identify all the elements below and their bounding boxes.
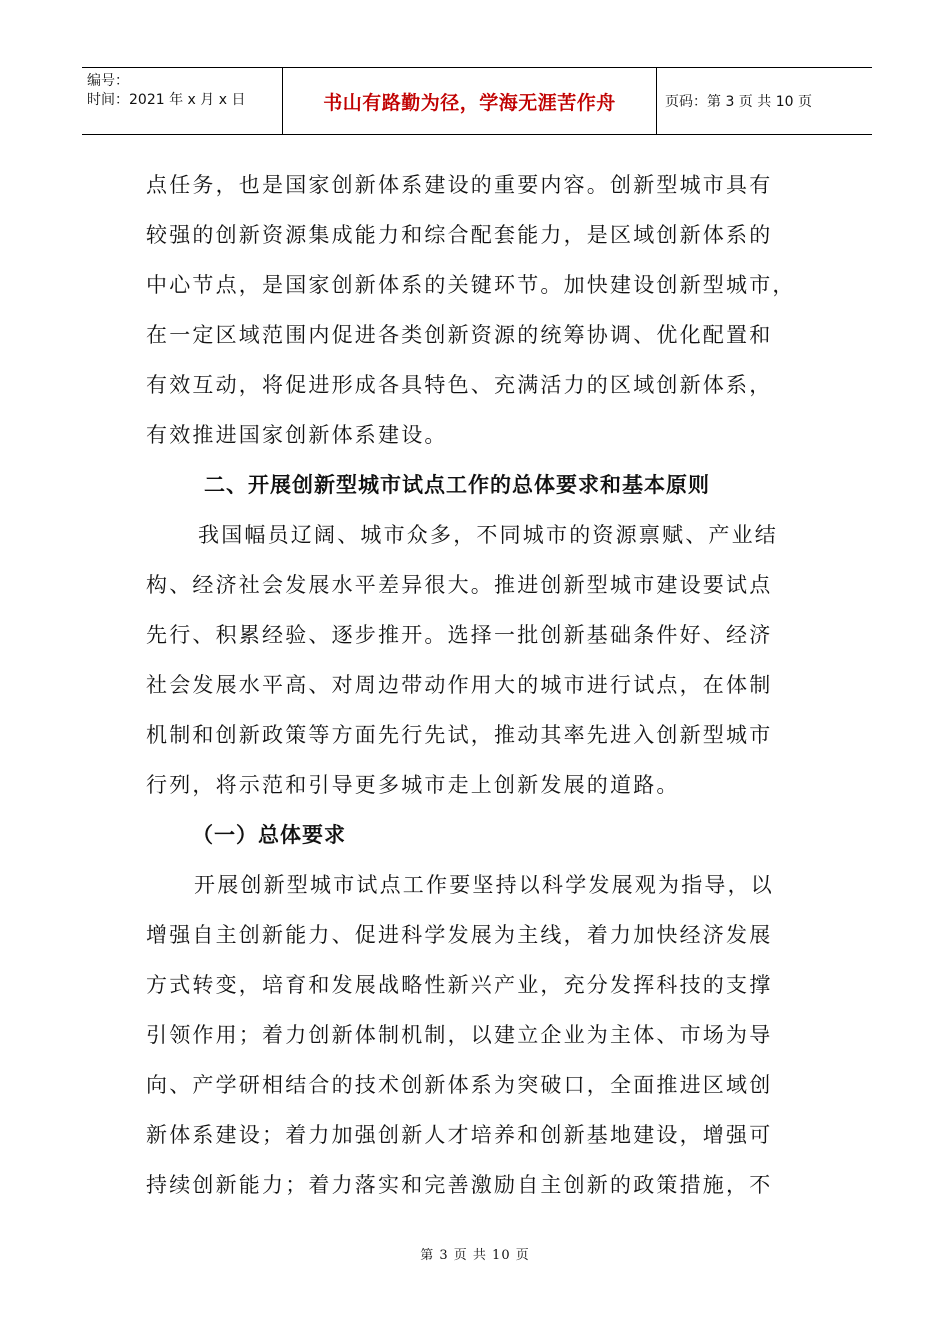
body-text-line: 持续创新能力；着力落实和完善激励自主创新的政策措施，不 [146, 1173, 773, 1197]
header-motto: 书山有路勤为径，学海无涯苦作舟 [283, 68, 657, 134]
body-text-line: 有效推进国家创新体系建设。 [146, 423, 448, 447]
body-text-line: 机制和创新政策等方面先行先试，推动其率先进入创新型城市 [146, 723, 773, 747]
body-text-line: 增强自主创新能力、促进科学发展为主线，着力加快经济发展 [146, 923, 773, 947]
body-text-line: 新体系建设；着力加强创新人才培养和创新基地建设，增强可 [146, 1123, 773, 1147]
body-text-line: 社会发展水平高、对周边带动作用大的城市进行试点，在体制 [146, 673, 773, 697]
body-text-line: 有效互动，将促进形成各具特色、充满活力的区域创新体系， [146, 373, 773, 397]
body-text-line: 先行、积累经验、逐步推开。选择一批创新基础条件好、经济 [146, 623, 773, 647]
body-text-line: 构、经济社会发展水平差异很大。推进创新型城市建设要试点 [146, 573, 773, 597]
body-text-line: 中心节点，是国家创新体系的关键环节。加快建设创新型城市， [146, 273, 796, 297]
body-text-line: 行列，将示范和引导更多城市走上创新发展的道路。 [146, 773, 680, 797]
header-meta [82, 68, 283, 134]
header-page-code: 页码：第 3 页 共 10 页 [665, 94, 812, 110]
section-heading: 二、开展创新型城市试点工作的总体要求和基本原则 [204, 473, 710, 497]
body-text-line: 向、产学研相结合的技术创新体系为突破口，全面推进区域创 [146, 1073, 773, 1097]
document-time-label: 时间：2021 年 x 月 x 日 [87, 92, 246, 108]
page-footer: 第 3 页 共 10 页 [420, 1248, 530, 1263]
body-text-line: 较强的创新资源集成能力和综合配套能力，是区域创新体系的 [146, 223, 773, 247]
body-text-line: 方式转变，培育和发展战略性新兴产业，充分发挥科技的支撑 [146, 973, 773, 997]
body-text-line: 在一定区域范围内促进各类创新资源的统筹协调、优化配置和 [146, 323, 773, 347]
body-text-line: 引领作用；着力创新体制机制，以建立企业为主体、市场为导 [146, 1023, 773, 1047]
body-text-line: 开展创新型城市试点工作要坚持以科学发展观为指导，以 [194, 873, 774, 897]
section-heading: （一）总体要求 [192, 823, 346, 847]
document-number-label: 编号： [87, 73, 129, 89]
page-header [82, 67, 872, 135]
body-text-line: 点任务，也是国家创新体系建设的重要内容。创新型城市具有 [146, 173, 773, 197]
document-body [146, 160, 806, 1210]
body-text-line: 我国幅员辽阔、城市众多，不同城市的资源禀赋、产业结 [198, 523, 778, 547]
